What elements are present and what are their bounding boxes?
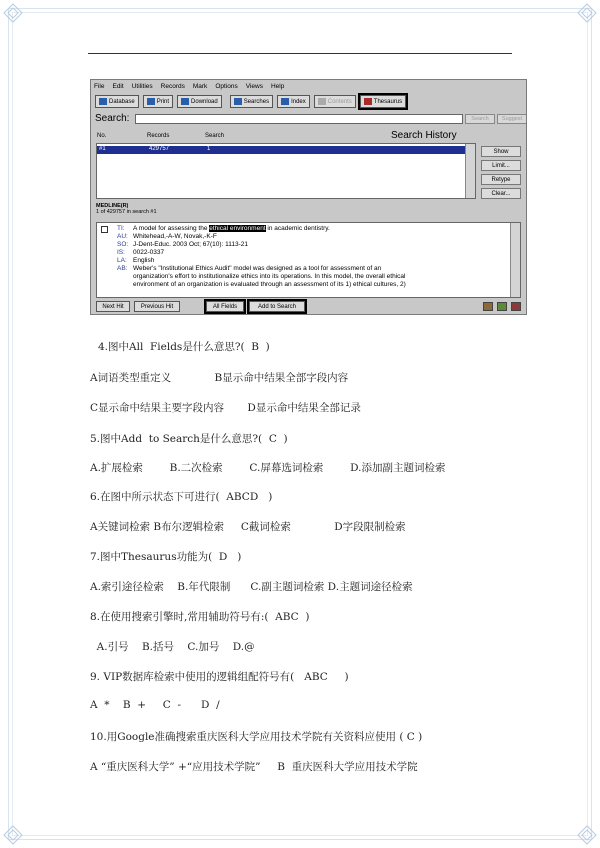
- record-abstract-1: [117, 265, 381, 272]
- thesaurus-button[interactable]: [360, 95, 406, 108]
- col-no: No.: [97, 133, 107, 139]
- is-text: 0022-0337: [133, 249, 165, 256]
- index-icon: [281, 98, 289, 105]
- record-abstract-2: organization's effort to institutionalize ethics into its operations. In this model, the overall ethical: [133, 273, 406, 280]
- record-source: [117, 241, 248, 248]
- au-tag: AU:: [117, 233, 128, 240]
- record-abstract-3: environment of an organization is evaluated through an assessment of its 1) ethical cultures, 2): [133, 281, 406, 288]
- corner-ornament-icon: [576, 2, 598, 24]
- record-language: [117, 257, 154, 264]
- menu-options[interactable]: Options: [215, 83, 238, 90]
- history-scrollbar[interactable]: [465, 144, 475, 198]
- index-label: Index: [291, 98, 306, 105]
- q6-options: A关键词检索 B布尔逻辑检索 C截词检索 D字段限制检索: [90, 521, 406, 533]
- au-text: Whitehead,-A-W, Novak,-K-F: [133, 233, 217, 240]
- menu-views[interactable]: Views: [245, 83, 263, 90]
- ti-text: A model for assessing the: [133, 225, 210, 232]
- record-issn: [117, 249, 164, 256]
- question-6: 6.在图中所示状态下可进行( ABCD ): [90, 491, 273, 503]
- history-row[interactable]: [97, 146, 465, 154]
- question-10: 10.用Google准确搜索重庆医科大学应用技术学院有关资料应使用 ( C ): [90, 731, 423, 743]
- so-tag: SO:: [117, 241, 129, 248]
- menu-bar: [94, 83, 284, 93]
- header-rule: [88, 53, 512, 54]
- corner-ornament-icon: [576, 824, 598, 846]
- question-5: 5.图中Add to Search是什么意思?( C ): [90, 433, 288, 445]
- print-label: Print: [156, 98, 170, 105]
- ti-text-post: in academic dentistry.: [265, 225, 330, 232]
- medline-header: [96, 203, 521, 215]
- q5-options: A.扩展检索 B.二次检索 C.屏幕选词检索 D.添加副主题词检索: [90, 462, 446, 474]
- search-history-list[interactable]: [96, 143, 476, 199]
- database-icon: [99, 98, 107, 105]
- record-title: [117, 225, 330, 232]
- suggest-button[interactable]: Suggest: [497, 114, 527, 124]
- ovid-screenshot: [90, 79, 527, 315]
- thesaurus-label: Thesaurus: [373, 98, 403, 105]
- q4-options-ab: A词语类型重定义 B显示命中结果全部字段内容: [90, 372, 349, 384]
- download-label: Download: [191, 98, 218, 105]
- col-records: Records: [147, 133, 170, 139]
- index-button[interactable]: [277, 95, 310, 108]
- ab-text-1: Weber's "Institutional Ethics Audit" model was designed as a tool for assessment of an: [133, 265, 382, 272]
- search-row: [95, 113, 525, 125]
- next-hit-button[interactable]: Next Hit: [96, 301, 130, 312]
- question-9: 9. VIP数据库检索中使用的逻辑组配符号有( ABC ): [90, 671, 349, 683]
- searches-label: Searches: [243, 98, 270, 105]
- q10-options: A “重庆医科大学” +“应用技术学院” B 重庆医科大学应用技术学院: [90, 761, 418, 773]
- print-icon: [147, 98, 155, 105]
- ti-tag: TI:: [117, 225, 125, 232]
- medline-count: 1 of 429757 in search #1: [96, 209, 157, 215]
- la-text: English: [133, 257, 155, 264]
- corner-ornament-icon: [2, 2, 24, 24]
- record-checkbox[interactable]: [101, 226, 108, 233]
- question-7: 7.图中Thesaurus功能为( D ): [90, 551, 242, 563]
- search-input[interactable]: [135, 114, 463, 124]
- menu-help[interactable]: Help: [270, 83, 285, 90]
- search-button[interactable]: Search: [465, 114, 495, 124]
- history-row-no: #1: [99, 146, 106, 152]
- database-label: Database: [109, 98, 135, 105]
- menu-edit[interactable]: Edit: [112, 83, 124, 90]
- ab-tag: AB:: [117, 265, 128, 272]
- previous-hit-button[interactable]: Previous Hit: [134, 301, 180, 312]
- history-header: [97, 133, 477, 141]
- menu-file[interactable]: File: [94, 83, 105, 90]
- is-tag: IS:: [117, 249, 125, 256]
- menu-records[interactable]: Records: [160, 83, 185, 90]
- contents-icon: [318, 98, 326, 105]
- search-history-title: Search History: [391, 130, 457, 141]
- searches-icon: [234, 98, 242, 105]
- medline-title: MEDLINE(R): [96, 203, 129, 209]
- retype-button[interactable]: Retype: [481, 174, 521, 185]
- contents-label: Contents: [327, 98, 352, 105]
- q4-options-cd: C显示命中结果主要字段内容 D显示命中结果全部记录: [90, 402, 361, 414]
- add-to-search-button[interactable]: Add to Search: [249, 301, 305, 312]
- history-row-records: 429757: [149, 146, 170, 152]
- clear-button[interactable]: Clear...: [481, 188, 521, 199]
- limit-button[interactable]: Limit...: [481, 160, 521, 171]
- q8-options: A.引号 B.括号 C.加号 D.@: [90, 641, 255, 653]
- database-button[interactable]: [95, 95, 139, 108]
- searches-button[interactable]: [230, 95, 273, 108]
- record-author: [117, 233, 217, 240]
- download-button[interactable]: [177, 95, 222, 108]
- col-search: Search: [205, 133, 225, 139]
- history-row-search: 1: [207, 146, 211, 152]
- search-label: Search:: [95, 113, 130, 124]
- print-button[interactable]: [143, 95, 173, 108]
- ti-highlight[interactable]: ethical environment: [209, 225, 266, 232]
- question-4: 4.图中All Fields是什么意思?( B ): [98, 341, 270, 353]
- record-scrollbar[interactable]: [510, 223, 520, 297]
- la-tag: LA:: [117, 257, 127, 264]
- record-display: [96, 222, 521, 298]
- corner-ornament-icon: [2, 824, 24, 846]
- question-8: 8.在使用搜索引擎时,常用辅助符号有:( ABC ): [90, 611, 310, 623]
- book-icon[interactable]: [483, 302, 493, 311]
- show-button[interactable]: Show: [481, 146, 521, 157]
- thesaurus-icon: [364, 98, 372, 105]
- globe-icon[interactable]: [497, 302, 507, 311]
- ovid-icon[interactable]: [511, 302, 521, 311]
- menu-utilities[interactable]: Utilities: [131, 83, 153, 90]
- all-fields-button[interactable]: All Fields: [206, 301, 244, 312]
- q7-options: A.索引途径检索 B.年代限制 C.副主题词检索 D.主题词途径检索: [90, 581, 413, 593]
- toolbar: [95, 95, 406, 109]
- menu-mark[interactable]: Mark: [192, 83, 208, 90]
- q9-options: A * B + C - D /: [90, 699, 220, 711]
- so-text: J-Dent-Educ. 2003 Oct; 67(10): 1113-21: [133, 241, 249, 248]
- contents-button[interactable]: [314, 95, 356, 108]
- download-icon: [181, 98, 189, 105]
